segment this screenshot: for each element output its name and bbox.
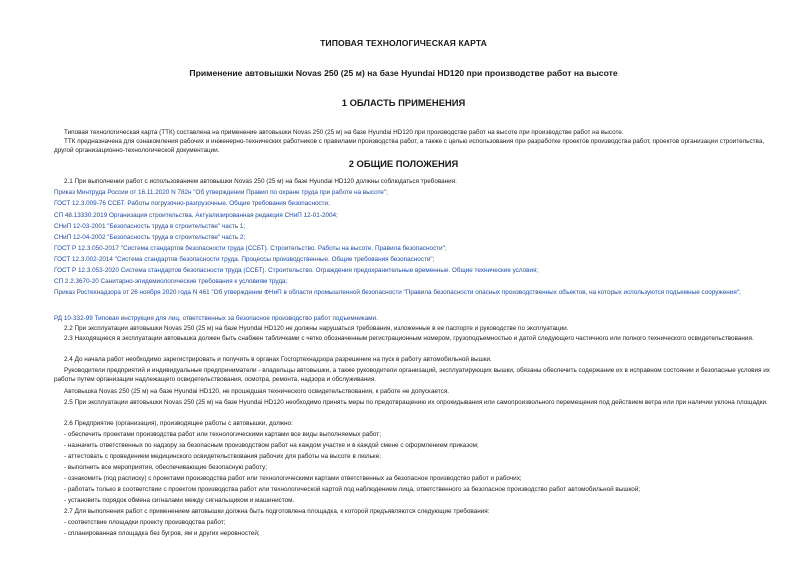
reference-link[interactable]: СНиП 12-04-2002 "Безопасность труда в строительстве" часть 2; (54, 234, 246, 241)
section-1-paragraph-2: ТТК предназначена для ознакомления рабочих и инженерно-технических работников с правилами производства работ, а также с целью использования при разработке проектов производства работ, проектов организации строительства, другой организационно-технологической документации. (54, 138, 765, 155)
list-item: - выполнить все мероприятия, обеспечивающие безопасную работу; (64, 464, 268, 471)
paragraph-2-4-owners: Руководители предприятий и индивидуальные предприниматели - владельцы автовышки, а также руководители организаций, эксплуатирующих вышки, обязаны обеспечить содержание их в исправном состоянии и безопасные условия их работы путем организации надлежащего освидетельствования, осмотра, ремонта, надзора и обслуживания. (54, 367, 770, 384)
list-item: - назначить ответственных по надзору за безопасным производством работ на каждом участке и в каждой смене с оформлением приказом; (64, 442, 479, 449)
list-item: - обеспечить проектами производства работ или технологическими картами все виды выполняемых работ; (64, 431, 381, 438)
reference-link[interactable]: ГОСТ Р 12.3.050-2017 "Система стандартов безопасности труда (ССБТ). Строительство. Работы на высоте. Правила безопасности"; (54, 245, 447, 252)
paragraph-2-7: 2.7 Для выполнения работ с применением автовышки должна быть подготовлена площадка, к которой предъявляются следующие требования: (64, 508, 490, 515)
list-item: - ознакомить (под расписку) с проектами производства работ или технологическими картами ответственных за безопасное производство работ и рабочих; (64, 475, 522, 482)
paragraph-2-4: 2.4 До начала работ необходимо зарегистрировать и получить в органах Госгортехнадзора разрешение на пуск в работу автомобильной вышки. (64, 356, 492, 363)
section-1-heading: 1 ОБЛАСТЬ ПРИМЕНЕНИЯ (341, 97, 466, 108)
reference-link[interactable]: РД 10-332-99 Типовая инструкция для лиц, ответственных за безопасное производство работ подъемниками. (54, 315, 378, 322)
list-item: - работать только в соответствии с проектом производства работ или технологической картой под наблюдением лица, ответственного за безопасное производство работ автомобильной вышкой; (64, 486, 641, 493)
list-item: - соответствие площадки проекту производства работ; (64, 519, 226, 526)
document-title: ТИПОВАЯ ТЕХНОЛОГИЧЕСКАЯ КАРТА (320, 38, 487, 48)
reference-link[interactable]: ГОСТ Р 12.3.053-2020 Система стандартов безопасности труда (ССБТ). Строительство. Ограждения предохранительные временные. Общие технические условия; (54, 267, 539, 274)
section-1-paragraph-1: Типовая технологическая карта (ТТК) составлена на применение автовышки Novas 250 (25 м) на базе Hyundai HD120 при производстве работ на высоте при производстве работ на высоте. (64, 129, 624, 136)
list-item: - спланированная площадка без бугров, ям и других неровностей; (64, 530, 260, 537)
reference-link[interactable]: ГОСТ 12.3.009-76 ССБТ. Работы погрузочно-разгрузочные. Общие требования безопасности; (54, 200, 330, 207)
reference-link[interactable]: СП 2.2.3670-20 Санитарно-эпидемиологические требования к условиям труда; (54, 278, 288, 285)
reference-link[interactable]: СНиП 12-03-2001 "Безопасность труда в строительстве" часть 1; (54, 223, 246, 230)
reference-link[interactable]: СП 48.13330.2019 Организация строительства. Актуализированная редакция СНиП 12-01-2004; (54, 212, 338, 219)
list-item: - аттестовать с проведением медицинского освидетельствования рабочих для работы на высоте в люльке; (64, 453, 382, 460)
list-item: - установить порядок обмена сигналами между сигнальщиком и машинистом. (64, 497, 295, 504)
section-2-intro: 2.1 При выполнении работ с использованием автовышки Novas 250 (25 м) на базе Hyundai HD120 должны соблюдаться требования: (64, 178, 457, 185)
paragraph-2-3: 2.3 Находящиеся в эксплуатации автовышка должен быть снабжен табличками с четко обозначенным регистрационным номером, грузоподъемностью и датой следующего частичного или полного технического освидетельствования. (64, 335, 754, 342)
reference-link[interactable]: Приказ Минтруда России от 16.11.2020 N 782н "Об утверждении Правил по охране труда при работе на высоте"; (54, 189, 388, 196)
paragraph-2-4-inspection: Автовышка Novas 250 (25 м) на базе Hyundai HD120, не прошедшая технического освидетельствования, к работе не допускается. (64, 388, 450, 395)
document-subtitle: Применение автовышки Novas 250 (25 м) на базе Hyundai HD120 при производстве работ на высоте (189, 68, 618, 78)
paragraph-2-6: 2.6 Предприятие (организация), производящее работы с автовышки, должно: (64, 420, 293, 427)
paragraph-2-5: 2.5 При эксплуатации автовышки Novas 250 (25 м) на базе Hyundai HD120 необходимо принять меры по предотвращению их опрокидывания или самопроизвольного перемещения под действием ветра или при наличии уклона площадки. (64, 399, 768, 406)
reference-link[interactable]: ГОСТ 12.3.002-2014 "Система стандартов безопасности труда. Процессы производственные. Общие требования безопасности"; (54, 256, 435, 263)
section-2-heading: 2 ОБЩИЕ ПОЛОЖЕНИЯ (348, 158, 459, 169)
reference-link[interactable]: Приказ Ростехнадзора от 26 ноября 2020 года N 461 "Об утверждении ФНиП в области промышленной безопасности "Правила безопасности опасных производственных объектов, на которых используются подъемные сооружения"; (54, 289, 741, 296)
paragraph-2-2: 2.2 При эксплуатации автовышки Novas 250 (25 м) на базе Hyundai HD120 не должны нарушаться требования, изложенные в ее паспорте и руководстве по эксплуатации. (64, 325, 569, 332)
